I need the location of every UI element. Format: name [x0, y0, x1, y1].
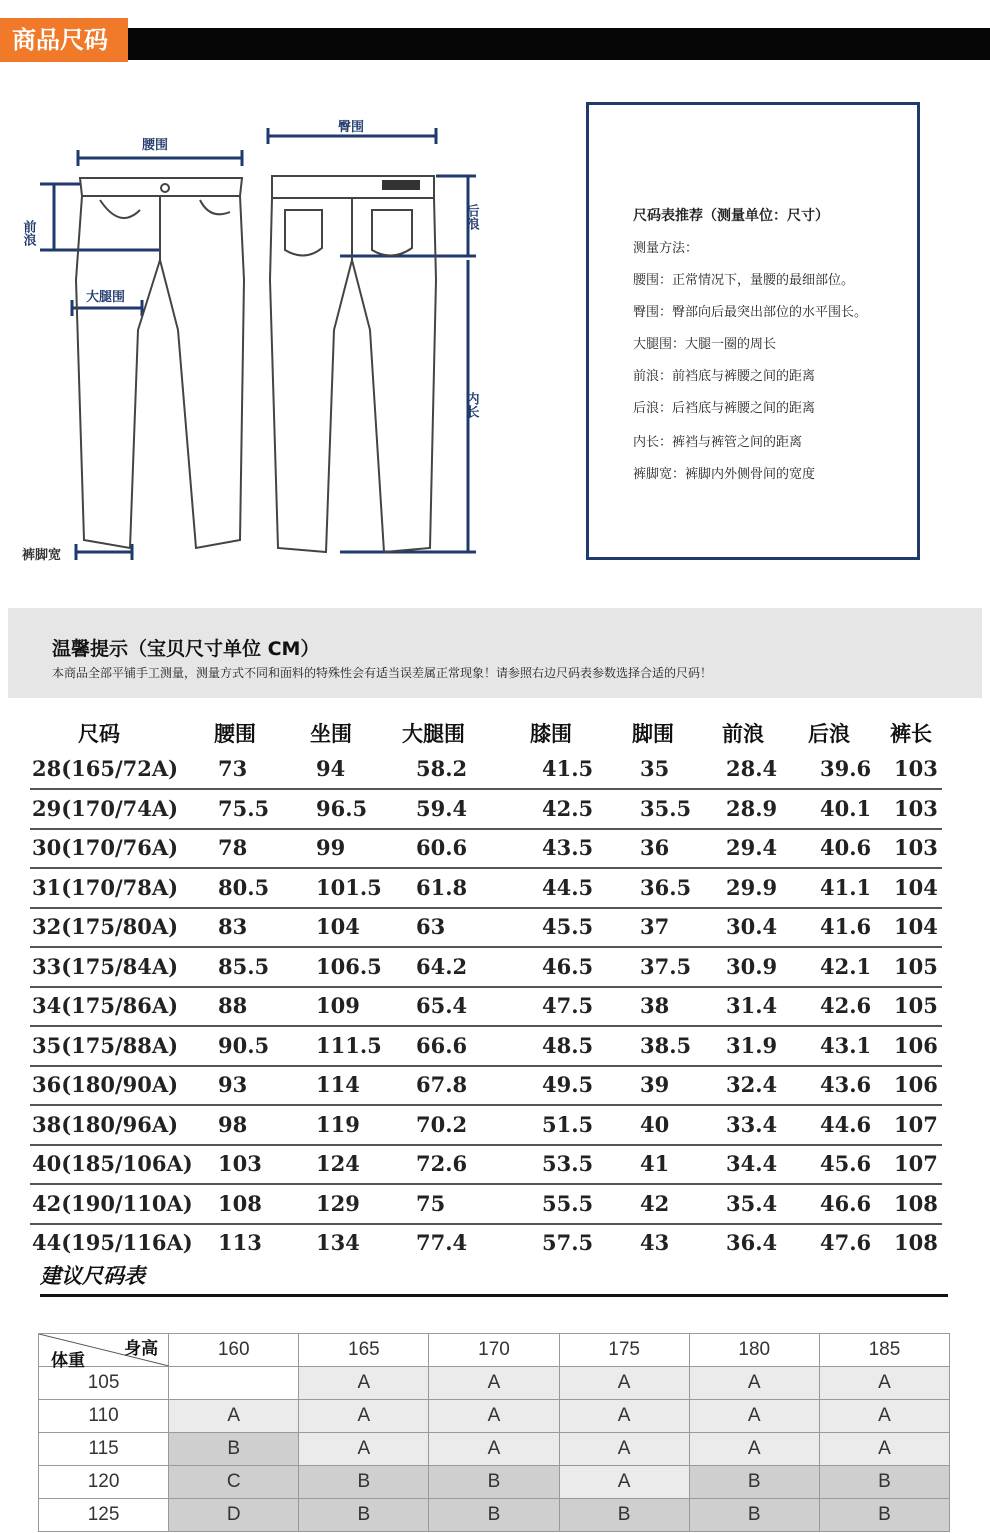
size-value-cell: 88	[218, 993, 248, 1018]
size-value-cell: 28.4	[726, 756, 778, 781]
size-value-cell: 103	[894, 756, 938, 781]
weight-cell: 125	[39, 1499, 169, 1532]
rec-cell: B	[819, 1466, 949, 1499]
weight-cell: 115	[39, 1433, 169, 1466]
leg-opening-label: 裤脚宽	[22, 548, 62, 563]
header-bar	[0, 28, 990, 60]
rec-cell: A	[559, 1400, 689, 1433]
size-value-cell: 63	[416, 914, 446, 939]
rec-cell: A	[559, 1466, 689, 1499]
size-value-cell: 35.5	[640, 795, 692, 821]
rec-cell: A	[819, 1400, 949, 1433]
size-header: 腰围	[214, 722, 256, 746]
size-value-cell: 98	[218, 1111, 248, 1137]
size-value-cell: 103	[894, 795, 938, 821]
size-label-cell: 38(180/96A)	[32, 1111, 179, 1137]
size-value-cell: 36	[640, 835, 670, 860]
size-value-cell: 46.5	[542, 953, 594, 979]
size-header: 大腿围	[402, 722, 465, 746]
size-value-cell: 31.4	[726, 993, 778, 1018]
size-value-cell: 107	[894, 1111, 938, 1137]
size-value-cell: 40	[640, 1111, 670, 1137]
size-value-cell: 34.4	[726, 1151, 778, 1176]
rec-cell: A	[299, 1433, 429, 1466]
size-value-cell: 109	[316, 993, 360, 1018]
size-value-cell: 59.4	[416, 795, 468, 821]
section-title: 商品尺码	[0, 18, 128, 62]
pants-diagram	[0, 100, 560, 570]
size-value-cell: 41	[640, 1151, 670, 1176]
size-value-cell: 43	[640, 1230, 670, 1255]
size-value-cell: 33.4	[726, 1111, 778, 1137]
info-method: 测量方法：	[633, 241, 699, 256]
size-value-cell: 65.4	[416, 993, 468, 1018]
size-label-cell: 31(170/78A)	[32, 874, 179, 900]
size-value-cell: 106	[894, 1072, 938, 1097]
size-label-cell: 29(170/74A)	[32, 795, 179, 821]
rec-cell: B	[299, 1499, 429, 1532]
size-value-cell: 60.6	[416, 835, 468, 860]
size-label-cell: 35(175/88A)	[32, 1032, 179, 1058]
rec-cell: A	[689, 1433, 819, 1466]
hip-label: 臀围	[338, 120, 365, 135]
size-value-cell: 107	[894, 1151, 938, 1176]
size-value-cell: 55.5	[542, 1190, 594, 1216]
row-divider	[30, 1144, 942, 1146]
size-value-cell: 42.1	[820, 953, 872, 979]
height-header: 160	[169, 1334, 299, 1367]
size-value-cell: 106.5	[316, 953, 382, 979]
tips-box	[8, 608, 982, 698]
back-rise-label: 后浪	[463, 204, 479, 230]
size-value-cell: 40.1	[820, 795, 872, 821]
rec-cell: A	[299, 1400, 429, 1433]
size-value-cell: 38	[640, 993, 670, 1018]
info-title: 尺码表推荐（测量单位：尺寸）	[633, 208, 829, 224]
size-value-cell: 57.5	[542, 1230, 594, 1255]
size-label-cell: 40(185/106A)	[32, 1151, 193, 1176]
row-divider	[30, 946, 942, 948]
rec-cell: C	[169, 1466, 299, 1499]
rec-cell: B	[819, 1499, 949, 1532]
size-value-cell: 31.9	[726, 1032, 778, 1058]
size-value-cell: 104	[894, 914, 938, 939]
rec-cell: B	[299, 1466, 429, 1499]
size-value-cell: 53.5	[542, 1151, 594, 1176]
size-value-cell: 80.5	[218, 874, 270, 900]
size-value-cell: 29.9	[726, 874, 778, 900]
size-value-cell: 35.4	[726, 1190, 778, 1216]
info-line: 后浪：后裆底与裤腰之间的距离	[633, 401, 816, 416]
size-value-cell: 30.9	[726, 953, 778, 979]
size-label-cell: 32(175/80A)	[32, 914, 179, 939]
size-value-cell: 29.4	[726, 835, 778, 860]
size-value-cell: 44.6	[820, 1111, 872, 1137]
height-header: 180	[689, 1334, 819, 1367]
size-value-cell: 66.6	[416, 1032, 468, 1058]
info-line: 大腿围：大腿一圈的周长	[633, 337, 777, 352]
size-value-cell: 113	[218, 1230, 262, 1255]
recommend-table	[38, 1333, 950, 1532]
size-label-cell: 36(180/90A)	[32, 1072, 179, 1097]
size-value-cell: 83	[218, 914, 248, 939]
size-label-cell: 30(170/76A)	[32, 835, 179, 860]
rec-cell: A	[689, 1400, 819, 1433]
rec-cell: D	[169, 1499, 299, 1532]
size-value-cell: 104	[316, 914, 360, 939]
size-header: 前浪	[722, 722, 764, 746]
size-value-cell: 42	[640, 1190, 670, 1216]
size-value-cell: 101.5	[316, 874, 382, 900]
size-value-cell: 42.5	[542, 795, 594, 821]
size-value-cell: 94	[316, 756, 346, 781]
size-value-cell: 124	[316, 1151, 360, 1176]
size-value-cell: 30.4	[726, 914, 778, 939]
info-line: 臀围：臀部向后最突出部位的水平围长。	[633, 305, 868, 320]
size-value-cell: 47.5	[542, 993, 594, 1018]
weight-label: 体重	[51, 1351, 85, 1370]
tips-title: 温馨提示（宝贝尺寸单位 CM）	[52, 638, 320, 660]
height-label: 身高	[124, 1339, 159, 1358]
size-header: 后浪	[808, 722, 850, 746]
size-value-cell: 106	[894, 1032, 938, 1058]
size-value-cell: 28.9	[726, 795, 778, 821]
size-value-cell: 72.6	[416, 1151, 468, 1176]
inseam-label: 内长	[463, 392, 479, 418]
size-value-cell: 43.5	[542, 835, 594, 860]
size-value-cell: 70.2	[416, 1111, 468, 1137]
size-value-cell: 41.5	[542, 756, 594, 781]
size-value-cell: 64.2	[416, 953, 468, 979]
size-value-cell: 36.4	[726, 1230, 778, 1255]
size-value-cell: 114	[316, 1072, 360, 1097]
rec-cell: A	[819, 1367, 949, 1400]
height-header: 175	[559, 1334, 689, 1367]
row-divider	[30, 828, 942, 830]
rec-cell: B	[689, 1499, 819, 1532]
size-value-cell: 78	[218, 835, 248, 860]
size-value-cell: 42.6	[820, 993, 872, 1018]
row-divider	[30, 1223, 942, 1225]
size-value-cell: 105	[894, 953, 938, 979]
size-value-cell: 46.6	[820, 1190, 872, 1216]
info-line: 前浪：前裆底与裤腰之间的距离	[633, 369, 816, 384]
waist-label: 腰围	[142, 138, 169, 153]
size-value-cell: 49.5	[542, 1072, 594, 1097]
size-value-cell: 85.5	[218, 953, 270, 979]
size-value-cell: 38.5	[640, 1032, 692, 1058]
size-value-cell: 108	[894, 1190, 938, 1216]
row-divider	[30, 788, 942, 790]
size-value-cell: 75	[416, 1190, 446, 1216]
height-header: 185	[819, 1334, 949, 1367]
size-value-cell: 67.8	[416, 1072, 468, 1097]
size-header: 膝围	[530, 722, 572, 746]
size-value-cell: 111.5	[316, 1032, 382, 1058]
size-value-cell: 35	[640, 756, 670, 781]
size-value-cell: 129	[316, 1190, 360, 1216]
size-header: 尺码	[78, 722, 120, 746]
rec-cell: A	[429, 1433, 559, 1466]
size-value-cell: 43.6	[820, 1072, 872, 1097]
rec-cell: A	[819, 1433, 949, 1466]
rec-cell: B	[429, 1499, 559, 1532]
rec-cell: A	[689, 1367, 819, 1400]
size-header: 裤长	[890, 722, 932, 746]
height-header: 170	[429, 1334, 559, 1367]
weight-cell: 120	[39, 1466, 169, 1499]
row-divider	[30, 907, 942, 909]
recommend-title: 建议尺码表	[40, 1264, 145, 1288]
weight-cell: 110	[39, 1400, 169, 1433]
row-divider	[30, 1065, 942, 1067]
size-value-cell: 77.4	[416, 1230, 468, 1255]
measurement-info-box	[586, 102, 920, 560]
size-label-cell: 33(175/84A)	[32, 953, 179, 979]
size-value-cell: 45.5	[542, 914, 594, 939]
tips-note: 本商品全部平铺手工测量，测量方式不同和面料的特殊性会有适当误差属正常现象！请参照右边尺码表参数选择合适的尺码！	[52, 666, 713, 680]
size-value-cell: 108	[894, 1230, 938, 1255]
size-header: 坐围	[310, 722, 352, 746]
size-value-cell: 44.5	[542, 874, 594, 900]
size-value-cell: 75.5	[218, 795, 270, 821]
divider	[40, 1294, 948, 1297]
rec-cell: A	[559, 1367, 689, 1400]
size-value-cell: 108	[218, 1190, 262, 1216]
size-label-cell: 42(190/110A)	[32, 1190, 193, 1216]
rec-cell: A	[429, 1367, 559, 1400]
info-line: 腰围：正常情况下，量腰的最细部位。	[633, 273, 855, 288]
size-header: 脚围	[632, 722, 674, 746]
rec-cell: A	[299, 1367, 429, 1400]
rec-cell: B	[429, 1466, 559, 1499]
size-value-cell: 36.5	[640, 874, 692, 900]
size-value-cell: 93	[218, 1072, 248, 1097]
size-value-cell: 41.1	[820, 874, 872, 900]
size-value-cell: 96.5	[316, 795, 368, 821]
size-value-cell: 105	[894, 993, 938, 1018]
row-divider	[30, 1183, 942, 1185]
size-value-cell: 39	[640, 1072, 670, 1097]
size-value-cell: 103	[894, 835, 938, 860]
size-value-cell: 39.6	[820, 756, 872, 781]
size-value-cell: 48.5	[542, 1032, 594, 1058]
size-value-cell: 45.6	[820, 1151, 872, 1176]
info-line: 裤脚宽：裤脚内外侧骨间的宽度	[633, 467, 816, 482]
rec-cell: B	[169, 1433, 299, 1466]
size-value-cell: 104	[894, 874, 938, 900]
info-line: 内长：裤裆与裤管之间的距离	[633, 435, 803, 450]
size-table	[0, 708, 990, 1268]
front-rise-label: 前浪	[20, 220, 36, 246]
corner-cell	[39, 1334, 169, 1370]
row-divider	[30, 986, 942, 988]
row-divider	[30, 1025, 942, 1027]
row-divider	[30, 867, 942, 869]
thigh-label: 大腿围	[86, 290, 126, 305]
rec-cell: A	[559, 1433, 689, 1466]
size-label-cell: 44(195/116A)	[32, 1230, 193, 1255]
rec-cell: A	[429, 1400, 559, 1433]
size-value-cell: 41.6	[820, 914, 872, 939]
row-divider	[30, 1104, 942, 1106]
size-value-cell: 99	[316, 835, 346, 860]
size-value-cell: 47.6	[820, 1230, 872, 1255]
rec-cell	[169, 1367, 299, 1400]
size-value-cell: 61.8	[416, 874, 468, 900]
rec-cell: B	[689, 1466, 819, 1499]
size-label-cell: 34(175/86A)	[32, 993, 179, 1018]
size-value-cell: 37	[640, 914, 670, 939]
size-value-cell: 90.5	[218, 1032, 270, 1058]
size-value-cell: 40.6	[820, 835, 872, 860]
size-value-cell: 43.1	[820, 1032, 872, 1058]
size-value-cell: 73	[218, 756, 248, 781]
size-label-cell: 28(165/72A)	[32, 756, 179, 781]
size-value-cell: 51.5	[542, 1111, 594, 1137]
rec-cell: B	[559, 1499, 689, 1532]
height-header: 165	[299, 1334, 429, 1367]
size-value-cell: 37.5	[640, 953, 692, 979]
size-value-cell: 58.2	[416, 756, 468, 781]
size-value-cell: 103	[218, 1151, 262, 1176]
weight-cell: 105	[39, 1367, 169, 1400]
size-value-cell: 32.4	[726, 1072, 778, 1097]
size-value-cell: 134	[316, 1230, 360, 1255]
size-value-cell: 119	[316, 1111, 360, 1137]
rec-cell: A	[169, 1400, 299, 1433]
